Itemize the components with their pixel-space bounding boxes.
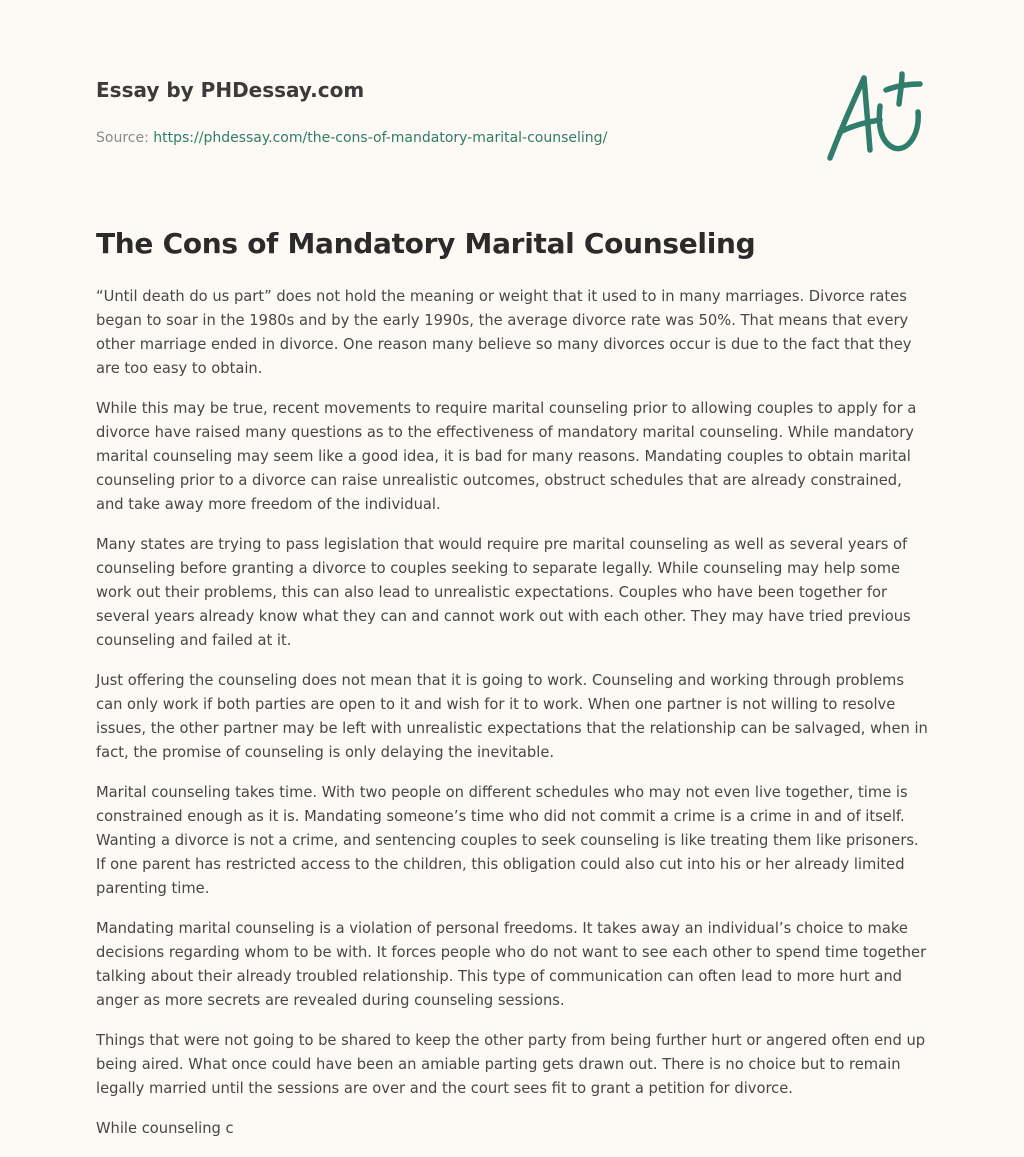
source-link[interactable]: https://phdessay.com/the-cons-of-mandatory-marital-counseling/	[153, 130, 608, 146]
essay-paragraph: Many states are trying to pass legislation that would require pre marital counseling as well as several years of counseling before granting a divorce to couples seeking to separate legally. While counseling may help some work out their problems, this can also lead to unrealistic expectations. Couples who have been together for several years already know what they can and cannot work out with each other. They may have tried previous counseling and failed at it.	[96, 536, 911, 649]
essay-body	[96, 285, 932, 1157]
essay-paragraph: Mandating marital counseling is a violation of personal freedoms. It takes away an individual’s choice to make decisions regarding whom to be with. It forces people who do not want to see each other to spend time together talking about their already troubled relationship. This type of communication can often lead to more hurt and anger as more secrets are revealed during counseling sessions.	[96, 920, 927, 1009]
essay-paragraph: Things that were not going to be shared to keep the other party from being further hurt or angered often end up being aired. What once could have been an amiable parting gets drawn out. There is no choice but to remain legally married until the sessions are over and the court sees fit to grant a petition for divorce.	[96, 1032, 926, 1097]
essay-paragraph: “Until death do us part” does not hold the meaning or weight that it used to in many marriages. Divorce rates began to soar in the 1980s and by the early 1990s, the average divorce rate was 50%. That means that every other marriage ended in divorce. One reason many believe so many divorces occur is due to the fact that they are too easy to obtain.	[96, 288, 912, 377]
logo-a-left-stroke	[830, 78, 864, 158]
essay-paragraph: While this may be true, recent movements to require marital counseling prior to allowing couples to apply for a divorce have raised many questions as to the effectiveness of mandatory marital counseling. While mandatory marital counseling may seem like a good idea, it is bad for many reasons. Mandating couples to obtain marital counseling prior to a divorce can raise unrealistic outcomes, obstruct schedules that are already constrained, and take away more freedom of the individual.	[96, 400, 917, 513]
essay-paragraph-truncated: While counseling c	[96, 1120, 234, 1137]
a-plus-grade-logo	[822, 66, 926, 166]
essay-title: The Cons of Mandatory Marital Counseling	[96, 227, 756, 260]
source-line	[96, 128, 796, 148]
page-header	[96, 76, 796, 148]
site-brand: Essay by PHDessay.com	[96, 78, 365, 102]
essay-paragraph: Marital counseling takes time. With two people on different schedules who may not even live together, time is constrained enough as it is. Mandating someone’s time who did not commit a crime is a crime in and of itself. Wanting a divorce is not a crime, and sentencing couples to seek counseling is like treating them like prisoners. If one parent has restricted access to the children, this obligation could also cut into his or her already limited parenting time.	[96, 784, 919, 897]
source-label: Source:	[96, 130, 154, 146]
logo-plus-vertical	[899, 74, 902, 104]
logo-a-right-stroke	[864, 78, 870, 150]
essay-paragraph: Just offering the counseling does not mean that it is going to work. Counseling and working through problems can only work if both parties are open to it and wish for it to work. When one partner is not willing to resolve issues, the other partner may be left with unrealistic expectations that the relationship can be salvaged, when in fact, the promise of counseling is only delaying the inevitable.	[96, 672, 928, 761]
logo-swoosh	[879, 106, 918, 149]
